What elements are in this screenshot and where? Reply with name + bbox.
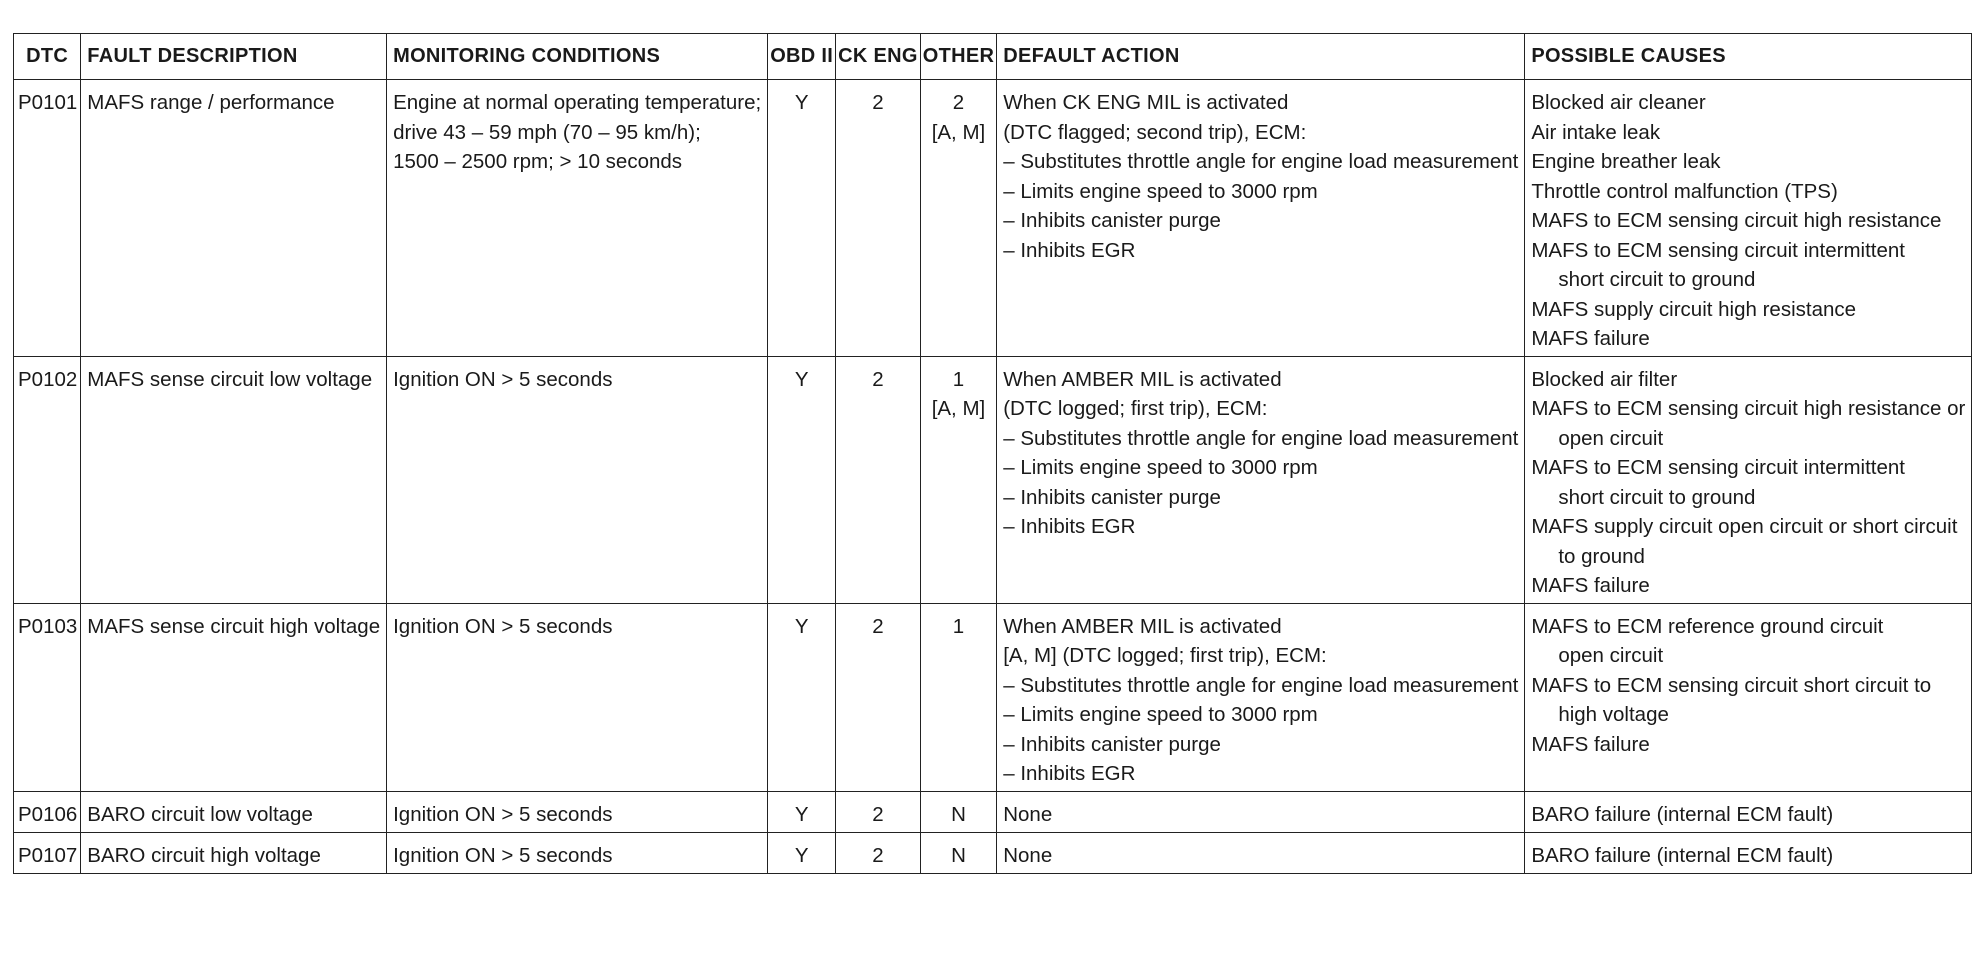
possible-cause-line: Engine breather leak (1531, 150, 1721, 173)
dtc-code-cell: P0107 (14, 832, 81, 873)
default-action-line: (DTC flagged; second trip), ECM: (1003, 120, 1307, 144)
default-action-cell (997, 603, 1525, 791)
default-action-cell (997, 832, 1525, 873)
ck-eng-cell: 2 (836, 80, 921, 357)
other-line: N (951, 802, 966, 826)
default-action-bullet: – Inhibits EGR (1003, 515, 1136, 538)
default-action-line: When AMBER MIL is activated (1003, 367, 1282, 391)
table-row (14, 832, 1972, 873)
fault-description-cell: BARO circuit low voltage (81, 791, 387, 832)
default-action-bullet: – Substitutes throttle angle for engine load measurement (1003, 426, 1519, 450)
possible-cause-line: MAFS supply circuit open circuit or short circuit (1531, 515, 1958, 538)
default-action-bullet: – Inhibits canister purge (1003, 209, 1221, 232)
possible-causes-cell (1525, 791, 1972, 832)
dtc-code-cell: P0103 (14, 603, 81, 791)
default-action-bullet: – Limits engine speed to 3000 rpm (1003, 703, 1318, 726)
obd-ii-cell: Y (768, 356, 836, 603)
default-action-bullet: – Substitutes throttle angle for engine load measurement (1003, 673, 1519, 697)
header-monitoring-conditions: MONITORING CONDITIONS (387, 34, 768, 80)
possible-cause-line: Air intake leak (1531, 120, 1661, 144)
possible-cause-line: high voltage (1558, 703, 1669, 726)
possible-cause-line: MAFS supply circuit high resistance (1531, 297, 1857, 321)
monitoring-conditions-cell (387, 356, 768, 603)
possible-causes-cell (1525, 356, 1972, 603)
possible-cause-line: MAFS to ECM sensing circuit short circuit to (1531, 673, 1932, 697)
monitoring-conditions-cell (387, 603, 768, 791)
possible-causes-cell (1525, 80, 1972, 357)
header-default-action: DEFAULT ACTION (997, 34, 1525, 80)
possible-cause-line: MAFS failure (1531, 574, 1650, 597)
possible-cause-line: MAFS to ECM sensing circuit intermittent (1531, 238, 1905, 262)
possible-cause-line: Throttle control malfunction (TPS) (1531, 179, 1838, 203)
table-row (14, 791, 1972, 832)
other-line: [A, M] (931, 120, 986, 144)
monitoring-line: 1500 – 2500 rpm; > 10 seconds (393, 150, 683, 173)
default-action-bullet: – Inhibits canister purge (1003, 732, 1221, 756)
obd-ii-cell: Y (768, 791, 836, 832)
table-row (14, 356, 1972, 603)
monitoring-line: Ignition ON > 5 seconds (393, 367, 613, 391)
header-possible-causes: POSSIBLE CAUSES (1525, 34, 1972, 80)
header-row (14, 34, 1972, 80)
default-action-cell (997, 356, 1525, 603)
other-cell (920, 791, 997, 832)
table-row (14, 603, 1972, 791)
other-line: 1 (952, 367, 965, 391)
possible-cause-line: open circuit (1558, 426, 1664, 450)
header-fault-description: FAULT DESCRIPTION (81, 34, 387, 80)
other-cell (920, 356, 997, 603)
possible-cause-line: MAFS to ECM sensing circuit high resistance (1531, 209, 1942, 232)
default-action-bullet: – Inhibits EGR (1003, 762, 1136, 785)
dtc-table (13, 33, 1972, 874)
default-action-line: When CK ENG MIL is activated (1003, 91, 1289, 114)
dtc-code-cell: P0106 (14, 791, 81, 832)
default-action-bullet: – Substitutes throttle angle for engine load measurement (1003, 150, 1519, 173)
fault-description-cell: BARO circuit high voltage (81, 832, 387, 873)
possible-cause-line: MAFS to ECM sensing circuit high resistance or (1531, 397, 1966, 420)
fault-description-cell: MAFS sense circuit low voltage (81, 356, 387, 603)
possible-cause-line: MAFS to ECM sensing circuit intermittent (1531, 456, 1905, 479)
default-action-line: [A, M] (DTC logged; first trip), ECM: (1003, 644, 1327, 667)
monitoring-line: Ignition ON > 5 seconds (393, 802, 613, 826)
other-cell (920, 80, 997, 357)
default-action-line: (DTC logged; first trip), ECM: (1003, 397, 1268, 420)
other-line: 2 (952, 91, 965, 114)
header-other: OTHER (920, 34, 997, 80)
default-action-bullet: – Inhibits EGR (1003, 238, 1136, 262)
monitoring-line: drive 43 – 59 mph (70 – 95 km/h); (393, 120, 701, 144)
fault-description-cell: MAFS sense circuit high voltage (81, 603, 387, 791)
header-obd-ii: OBD II (768, 34, 836, 80)
other-cell (920, 832, 997, 873)
ck-eng-cell: 2 (836, 791, 921, 832)
monitoring-conditions-cell (387, 80, 768, 357)
monitoring-line: Ignition ON > 5 seconds (393, 843, 613, 867)
default-action-bullet: – Inhibits canister purge (1003, 485, 1221, 509)
dtc-code-cell: P0102 (14, 356, 81, 603)
ck-eng-cell: 2 (836, 832, 921, 873)
monitoring-line: Engine at normal operating temperature; (393, 91, 762, 114)
possible-causes-cell (1525, 603, 1972, 791)
obd-ii-cell: Y (768, 832, 836, 873)
fault-description-cell: MAFS range / performance (81, 80, 387, 357)
default-action-line: None (1003, 843, 1053, 867)
possible-causes-cell (1525, 832, 1972, 873)
possible-cause-line: short circuit to ground (1558, 485, 1756, 509)
possible-cause-line: MAFS to ECM reference ground circuit (1531, 614, 1884, 638)
default-action-cell (997, 791, 1525, 832)
possible-cause-line: to ground (1558, 544, 1645, 568)
ck-eng-cell: 2 (836, 603, 921, 791)
possible-cause-line: short circuit to ground (1558, 268, 1756, 291)
possible-cause-line: open circuit (1558, 644, 1664, 667)
possible-cause-line: BARO failure (internal ECM fault) (1531, 802, 1834, 826)
other-line: 1 (952, 614, 965, 638)
possible-cause-line: Blocked air filter (1531, 367, 1678, 391)
default-action-cell (997, 80, 1525, 357)
possible-cause-line: Blocked air cleaner (1531, 91, 1706, 114)
other-cell (920, 603, 997, 791)
table-body (14, 80, 1972, 874)
monitoring-conditions-cell (387, 832, 768, 873)
ck-eng-cell: 2 (836, 356, 921, 603)
other-line: [A, M] (931, 397, 986, 420)
default-action-bullet: – Limits engine speed to 3000 rpm (1003, 179, 1318, 203)
default-action-line: When AMBER MIL is activated (1003, 614, 1282, 638)
obd-ii-cell: Y (768, 603, 836, 791)
header-dtc: DTC (14, 34, 81, 80)
default-action-bullet: – Limits engine speed to 3000 rpm (1003, 456, 1318, 479)
monitoring-line: Ignition ON > 5 seconds (393, 614, 613, 638)
default-action-line: None (1003, 802, 1053, 826)
other-line: N (951, 843, 966, 867)
obd-ii-cell: Y (768, 80, 836, 357)
possible-cause-line: BARO failure (internal ECM fault) (1531, 843, 1834, 867)
header-ck-eng: CK ENG (836, 34, 921, 80)
table-row (14, 80, 1972, 357)
possible-cause-line: MAFS failure (1531, 327, 1650, 350)
dtc-code-cell: P0101 (14, 80, 81, 357)
possible-cause-line: MAFS failure (1531, 732, 1650, 756)
monitoring-conditions-cell (387, 791, 768, 832)
